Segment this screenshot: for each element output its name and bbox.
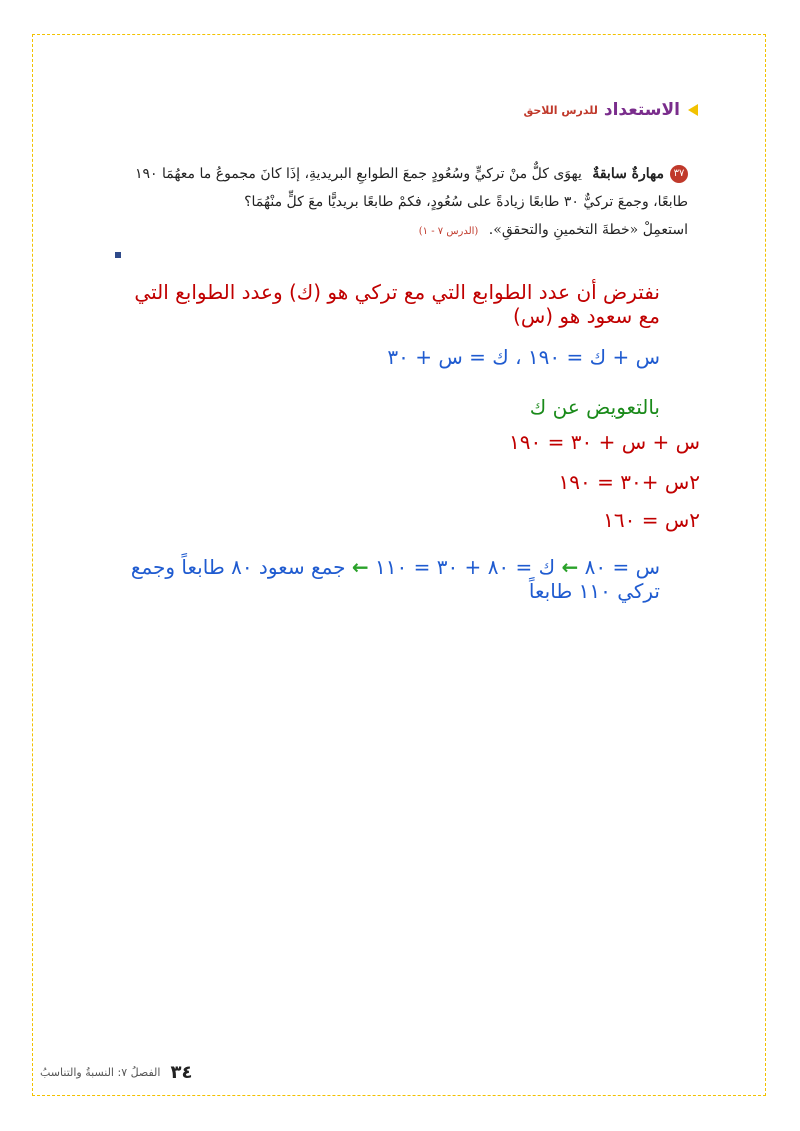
left-arrow-icon: ← [351, 555, 369, 579]
problem-block [128, 160, 688, 246]
bullet-marker-icon [115, 252, 121, 258]
solution-equations: س + ك = ١٩٠ ، ك = س + ٣٠ [387, 345, 660, 369]
section-title: الاستعداد [603, 100, 680, 120]
lesson-reference: (الدرس ٧ - ١) [418, 226, 479, 237]
section-header [523, 100, 700, 120]
solution-step-3: ٢س = ١٦٠ [603, 508, 700, 532]
section-subtitle: للدرس اللاحق [523, 103, 598, 117]
solution-step-1: س + س + ٣٠ = ١٩٠ [509, 430, 700, 454]
left-arrow-icon: ← [561, 555, 579, 579]
solution-assumption: نفترض أن عدد الطوابع التي مع تركي هو (ك) وعدد الطوابع التي مع سعود هو (س) [134, 280, 660, 328]
problem-number: ٣٧ [670, 165, 688, 183]
answer-conclusion: جمع سعود ٨٠ طابعاً وجمع تركي ١١٠ طابعاً [130, 555, 660, 603]
page-number: ٣٤ [170, 1062, 193, 1083]
solution-answer [120, 555, 660, 603]
skill-label: مهارةٌ سابقةٌ [592, 166, 664, 182]
answer-s-value: س = ٨٠ [584, 555, 660, 579]
answer-k-value: ك = ٨٠ + ٣٠ = ١١٠ [375, 555, 556, 579]
play-arrow-icon [686, 103, 700, 117]
solution-substitution: بالتعويض عن ك [529, 395, 660, 419]
problem-instruction: استعمِلْ «خطةَ التخمينِ والتحققِ». [488, 222, 688, 238]
problem-text: يهوَى كلٌّ منْ تركيٍّ وسُعُودٍ جمعَ الطوابعِ البريديةِ، إذَا كانَ مجموعُ ما معهُمَا ١٩٠ طابعًا، وجمعَ تركيٌّ ٣٠ طابعًا زيادةً على سُعُودٍ، فكمْ طابعًا بريديًّا معَ كلٍّ منْهُمَا؟ [134, 166, 688, 210]
chapter-label: الفصلُ ٧: النسبةُ والتناسبُ [40, 1066, 161, 1079]
page-footer [40, 1062, 192, 1083]
solution-step-2: ٢س +٣٠ = ١٩٠ [558, 470, 700, 494]
